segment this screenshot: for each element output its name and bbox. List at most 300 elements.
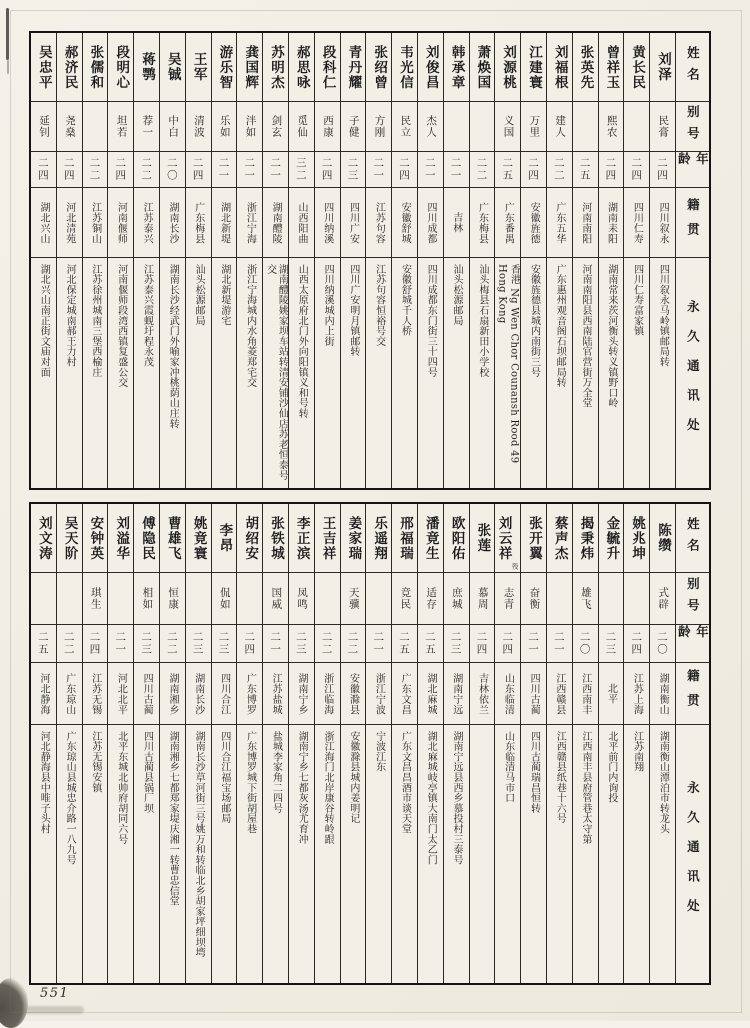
person-name: 张铁城 (267, 515, 284, 561)
person-name-cell (160, 504, 185, 572)
person-address-cell (521, 724, 546, 983)
person-native-place: 河北北平 (115, 672, 127, 715)
person-name: 安钟英 (87, 515, 104, 561)
person-native-place: 江西赣县 (553, 672, 565, 715)
person-native-place: 吉林依兰 (476, 672, 488, 715)
header-alias: 别号 (685, 577, 701, 620)
person-alias-cell (160, 101, 185, 151)
person-name-cell (470, 504, 495, 572)
header-age: 年龄 (676, 152, 709, 174)
person-age-cell (212, 151, 237, 187)
person-age-cell (444, 151, 469, 187)
person-age: 二四 (88, 631, 101, 656)
person-age: 二四 (243, 631, 256, 656)
row-header-column (675, 504, 709, 983)
person-address-cell (263, 724, 288, 983)
person-address: 香港 Ng Wen Chor Counansh Rood 49 Hong Kong (496, 264, 520, 464)
person-native-place-cell (31, 187, 56, 257)
person-age: 二三 (140, 631, 153, 656)
person-age: 二三 (449, 631, 462, 656)
person-alias-cell (186, 101, 211, 151)
person-native-place: 湖南宁远 (450, 672, 462, 715)
person-column (56, 33, 82, 488)
person-name-cell (108, 33, 133, 101)
person-column (417, 504, 443, 983)
person-column (572, 504, 598, 983)
person-native-place: 湖北麻城 (424, 672, 436, 715)
person-alias-cell (108, 101, 133, 151)
person-name: 吴忠平 (35, 44, 52, 90)
person-column (649, 504, 675, 983)
person-name-cell (444, 504, 469, 572)
person-column (546, 504, 572, 983)
person-native-place-cell (444, 662, 469, 724)
person-native-place: 湖南长沙 (166, 201, 178, 244)
person-age-cell (160, 624, 185, 662)
person-age: 二四 (630, 157, 643, 182)
person-native-place: 吉林 (450, 212, 462, 233)
person-address: 盐城李家角二四号 (270, 731, 282, 814)
person-address-cell (57, 257, 82, 488)
person-address: 北平东城北帅府胡同六号 (115, 731, 127, 845)
person-column (443, 504, 469, 983)
person-column (262, 504, 288, 983)
person-age-cell (341, 151, 366, 187)
person-name-cell (495, 33, 520, 101)
person-age-cell (263, 624, 288, 662)
directory-table-top (29, 31, 711, 490)
person-alias-cell (470, 572, 495, 624)
person-native-place: 山西阳曲 (295, 201, 307, 244)
person-address: 湖北新堤游宅 (218, 264, 230, 326)
person-age-cell (573, 624, 598, 662)
person-native-place-cell (237, 187, 262, 257)
person-column (133, 33, 159, 488)
person-name: 张英先 (577, 44, 594, 90)
person-address-cell (289, 724, 314, 983)
person-name-cell (134, 33, 159, 101)
person-alias: 式辟 (657, 587, 670, 610)
person-address: 湖南常来茨河衡头转义镇野口岭 (605, 264, 617, 409)
person-alias: 琪生 (89, 587, 102, 610)
person-name: 游乐智 (216, 44, 233, 90)
person-column (649, 33, 675, 488)
header-alias: 别号 (685, 105, 701, 148)
person-name-cell (521, 33, 546, 101)
person-age: 二二 (140, 157, 153, 182)
person-native-place-cell (212, 187, 237, 257)
person-native-place: 江苏无锡 (89, 672, 101, 715)
person-column (185, 33, 211, 488)
person-native-place: 广东番禺 (502, 201, 514, 244)
person-alias: 熙农 (605, 115, 618, 138)
person-column (494, 504, 520, 983)
person-name: 刘福根 (551, 44, 568, 90)
person-name-cell (573, 504, 598, 572)
person-address: 江西赣县纸巷十六号 (554, 731, 566, 824)
person-name: 陈缵 (654, 523, 671, 553)
person-address-cell (366, 724, 391, 983)
person-column (520, 33, 546, 488)
person-name: 苏明杰 (267, 44, 284, 90)
person-name-cell (470, 33, 495, 101)
person-age: 二二 (346, 631, 359, 656)
person-address-cell (495, 724, 520, 983)
scan-edge-artifact (6, 8, 9, 60)
person-address: 河北静海县中唯子头村 (38, 731, 50, 834)
person-address-cell (57, 724, 82, 983)
person-native-place-cell (31, 662, 56, 724)
person-name-cell (263, 33, 288, 101)
person-name: 张绍曾 (371, 44, 388, 90)
deceased-note: 殁 (510, 562, 519, 569)
person-age-cell (418, 151, 443, 187)
person-name-cell (83, 33, 108, 101)
directory-table-bottom (29, 502, 711, 985)
person-native-place-cell (495, 187, 520, 257)
person-address: 江苏无锡安镇 (89, 731, 101, 793)
person-native-place-cell (263, 662, 288, 724)
person-alias: 适存 (425, 587, 438, 610)
person-address: 湖南长沙草河街三号姚万和转临北乡胡家坪细坝塆 (193, 731, 205, 958)
person-native-place-cell (186, 187, 211, 257)
person-age-cell (650, 624, 675, 662)
person-name-cell (495, 504, 520, 572)
person-age-cell (521, 624, 546, 662)
person-native-place: 湖北兴山 (37, 201, 49, 244)
person-address-cell (470, 724, 495, 983)
person-address-cell (341, 257, 366, 488)
person-native-place: 浙江临海 (321, 672, 333, 715)
person-column (211, 504, 237, 983)
person-native-place-cell (418, 187, 443, 257)
person-address: 湖南长沙经武门外喻家冲桃荫山庄转 (167, 264, 179, 429)
person-age: 二一 (552, 631, 565, 656)
person-age: 二二 (62, 631, 75, 656)
person-name: 胡绍安 (242, 515, 259, 561)
person-age-cell (366, 151, 391, 187)
person-native-place-cell (134, 187, 159, 257)
person-name-cell (547, 504, 572, 572)
person-column (314, 33, 340, 488)
person-alias-cell (650, 572, 675, 624)
person-alias: 西康 (321, 115, 334, 138)
person-alias-cell (108, 572, 133, 624)
page-number: 551 (40, 986, 70, 1001)
person-address: 湖南醴陵姚家坝车站转清安铺沙仙店苏老恒泰号交 (264, 264, 288, 481)
header-name-cell (676, 33, 709, 101)
person-alias-cell (263, 101, 288, 151)
person-native-place-cell (444, 187, 469, 257)
person-address-cell (315, 257, 340, 488)
person-name-cell (599, 504, 624, 572)
person-address: 湖北兴山南正街文庙对面 (38, 264, 50, 378)
header-name-cell (676, 504, 709, 572)
person-native-place: 北平 (605, 683, 617, 704)
person-address: 湖南宁乡七都灰汤尤育冲 (296, 731, 308, 845)
person-name-cell (573, 33, 598, 101)
person-alias: 尧燊 (63, 115, 76, 138)
person-column (469, 33, 495, 488)
person-age-cell (547, 151, 572, 187)
person-name-cell (263, 504, 288, 572)
person-age-cell (237, 151, 262, 187)
person-age-cell (495, 624, 520, 662)
person-name-cell (160, 33, 185, 101)
person-native-place: 浙江宁波 (373, 672, 385, 715)
person-name: 吴天阶 (61, 515, 78, 561)
person-age: 二五 (423, 631, 436, 656)
person-column (443, 33, 469, 488)
person-name-cell (521, 504, 546, 572)
person-address: 四川广安明月镇邮转 (347, 264, 359, 357)
person-alias-cell (186, 572, 211, 624)
person-native-place: 湖南醴陵 (270, 201, 282, 244)
person-name: 蔡声杰 (551, 515, 568, 561)
person-native-place: 安徽舒城 (399, 201, 411, 244)
person-address-cell (444, 257, 469, 488)
header-native-place: 籍贯 (685, 669, 701, 718)
person-address-cell (624, 257, 649, 488)
person-alias-cell (366, 101, 391, 151)
person-name-cell (315, 33, 340, 101)
person-name: 段科仁 (319, 44, 336, 90)
person-native-place-cell (289, 662, 314, 724)
person-native-place-cell (289, 187, 314, 257)
person-name-cell (624, 33, 649, 101)
person-alias-cell (212, 101, 237, 151)
person-age-cell (573, 151, 598, 187)
person-address: 浙江海门北岸康谷转岭跟 (322, 731, 334, 845)
row-header-column (675, 33, 709, 488)
person-address-cell (186, 724, 211, 983)
person-native-place: 四川纳溪 (321, 201, 333, 244)
person-alias-cell (289, 572, 314, 624)
person-native-place-cell (624, 662, 649, 724)
person-native-place: 四川古蔺 (528, 672, 540, 715)
person-native-place: 湖南衡山 (657, 672, 669, 715)
person-address: 江苏泰兴霞蚬圩程永茂 (141, 264, 153, 367)
person-age-cell (366, 624, 391, 662)
person-address: 北平前门内询投 (605, 731, 617, 804)
person-native-place-cell (366, 662, 391, 724)
person-age: 二一 (243, 157, 256, 182)
person-address: 安徽旌德县城内南街三号 (528, 264, 540, 378)
person-native-place-cell (83, 662, 108, 724)
person-native-place: 浙江宁海 (244, 201, 256, 244)
person-address-cell (418, 257, 443, 488)
person-column (82, 33, 108, 488)
person-name: 萧焕国 (474, 44, 491, 90)
person-native-place: 江苏盐城 (270, 672, 282, 715)
person-alias: 荐一 (141, 115, 154, 138)
person-address-cell (83, 724, 108, 983)
person-address-cell (341, 724, 366, 983)
person-name: 张开翼 (525, 515, 542, 561)
person-alias-cell (470, 101, 495, 151)
person-age: 二五 (501, 157, 514, 182)
person-column (623, 33, 649, 488)
person-age: 二四 (604, 157, 617, 182)
person-native-place-cell (83, 187, 108, 257)
person-name: 李正滨 (293, 515, 310, 561)
person-age-cell (186, 624, 211, 662)
person-name: 张儒和 (87, 44, 104, 90)
person-age-cell (160, 151, 185, 187)
person-name-cell (392, 33, 417, 101)
person-name-cell (83, 504, 108, 572)
person-address-cell (134, 724, 159, 983)
person-name-cell (392, 504, 417, 572)
person-name-cell (57, 33, 82, 101)
person-address: 安徽滁县城内姜明记 (347, 731, 359, 824)
person-alias-cell (495, 572, 520, 624)
person-name-cell (289, 33, 314, 101)
person-age: 二三 (604, 631, 617, 656)
person-address: 山东临清马市口 (502, 731, 514, 804)
person-address: 四川成都东门街三十四号 (425, 264, 437, 378)
header-address: 永久通讯处 (685, 781, 701, 929)
person-age-cell (624, 151, 649, 187)
person-address-cell (160, 257, 185, 488)
person-age-cell (186, 151, 211, 187)
person-name: 傅隐民 (139, 515, 155, 561)
person-alias: 恒康 (167, 587, 180, 610)
person-age-cell (495, 151, 520, 187)
person-name-cell (624, 504, 649, 572)
person-name-cell (418, 33, 443, 101)
person-address: 湖南湘乡七都郑家堤庆湘一转曹忠信堂 (167, 731, 179, 907)
person-alias: 竞民 (399, 587, 412, 610)
person-alias-cell (444, 101, 469, 151)
person-age: 二一 (423, 157, 436, 182)
person-native-place-cell (160, 187, 185, 257)
person-alias-cell (624, 572, 649, 624)
person-column (623, 504, 649, 983)
person-age: 三二 (294, 157, 307, 182)
person-alias: 相如 (141, 587, 154, 610)
person-native-place-cell (315, 187, 340, 257)
person-address: 浙江宁海城内水角菱郑宅交 (244, 264, 256, 388)
person-native-place: 四川仁寿 (631, 201, 643, 244)
person-age: 二一 (114, 631, 127, 656)
person-name-cell (341, 33, 366, 101)
person-native-place: 湖北新堤 (218, 201, 230, 244)
person-age: 二四 (62, 157, 75, 182)
person-age-cell (599, 151, 624, 187)
person-age-cell (134, 624, 159, 662)
person-name-cell (366, 33, 391, 101)
person-age: 二四 (320, 157, 333, 182)
person-age: 二二 (88, 157, 101, 182)
person-name-cell (237, 504, 262, 572)
person-age: 二四 (630, 631, 643, 656)
person-alias-cell (263, 572, 288, 624)
person-age-cell (392, 151, 417, 187)
person-alias-cell (573, 572, 598, 624)
person-column (572, 33, 598, 488)
person-alias: 泮如 (244, 115, 257, 138)
person-name: 潘竟生 (422, 515, 439, 561)
person-native-place-cell (108, 187, 133, 257)
person-age: 二二 (475, 157, 488, 182)
person-age: 二三 (294, 631, 307, 656)
person-native-place-cell (599, 662, 624, 724)
person-address-cell (212, 257, 237, 488)
person-alias-cell (573, 101, 598, 151)
person-address-cell (599, 724, 624, 983)
person-native-place-cell (418, 662, 443, 724)
person-native-place-cell (57, 662, 82, 724)
person-address-cell (547, 724, 572, 983)
person-age: 二一 (372, 157, 385, 182)
person-name: 欧阳佑 (448, 515, 465, 561)
person-alias-cell (392, 572, 417, 624)
header-native-place-cell (676, 187, 709, 257)
person-column (314, 504, 340, 983)
person-age-cell (108, 624, 133, 662)
person-alias-cell (392, 101, 417, 151)
person-native-place-cell (547, 662, 572, 724)
person-alias: 杰人 (425, 115, 438, 138)
person-native-place: 广东五华 (553, 201, 565, 244)
person-native-place: 河北清苑 (63, 201, 75, 244)
person-address-cell (186, 257, 211, 488)
person-name-cell (237, 33, 262, 101)
person-age: 二五 (36, 631, 49, 656)
person-age: 二一 (269, 157, 282, 182)
person-name: 邢福瑞 (396, 515, 413, 561)
person-native-place: 江苏上海 (631, 672, 643, 715)
person-address-cell (31, 724, 56, 983)
person-alias-cell (134, 572, 159, 624)
person-address: 安徽舒城千人桥 (399, 264, 411, 337)
person-address: 江苏南翔 (631, 731, 643, 773)
person-native-place-cell (57, 187, 82, 257)
person-name-cell (547, 33, 572, 101)
person-name-cell (212, 33, 237, 101)
person-native-place: 河南南阳 (579, 201, 591, 244)
person-native-place: 湖南长沙 (192, 672, 204, 715)
person-age: 二〇 (578, 631, 591, 656)
person-address-cell (134, 257, 159, 488)
person-column (56, 504, 82, 983)
person-alias: 剑玄 (270, 115, 283, 138)
person-address-cell (650, 257, 675, 488)
person-alias-cell (624, 101, 649, 151)
person-alias: 乐如 (218, 115, 231, 138)
person-age: 二四 (36, 157, 49, 182)
person-address: 湖南衡山潭泊市转龙头 (657, 731, 669, 834)
person-alias-cell (160, 572, 185, 624)
person-alias-cell (315, 101, 340, 151)
person-age: 二四 (501, 631, 514, 656)
person-alias-cell (134, 101, 159, 151)
person-alias-cell (495, 101, 520, 151)
person-column (82, 504, 108, 983)
person-name: 揭秉炜 (577, 515, 594, 561)
person-native-place-cell (392, 662, 417, 724)
person-name: 郝济民 (61, 44, 78, 90)
person-age-cell (392, 624, 417, 662)
person-address-cell (237, 724, 262, 983)
person-address: 河南偃师段湾西镇复盛公交 (115, 264, 127, 388)
person-name: 王吉祥 (319, 515, 336, 561)
person-column (133, 504, 159, 983)
scan-smudge (24, 1006, 84, 1014)
person-native-place-cell (521, 662, 546, 724)
person-native-place-cell (315, 662, 340, 724)
